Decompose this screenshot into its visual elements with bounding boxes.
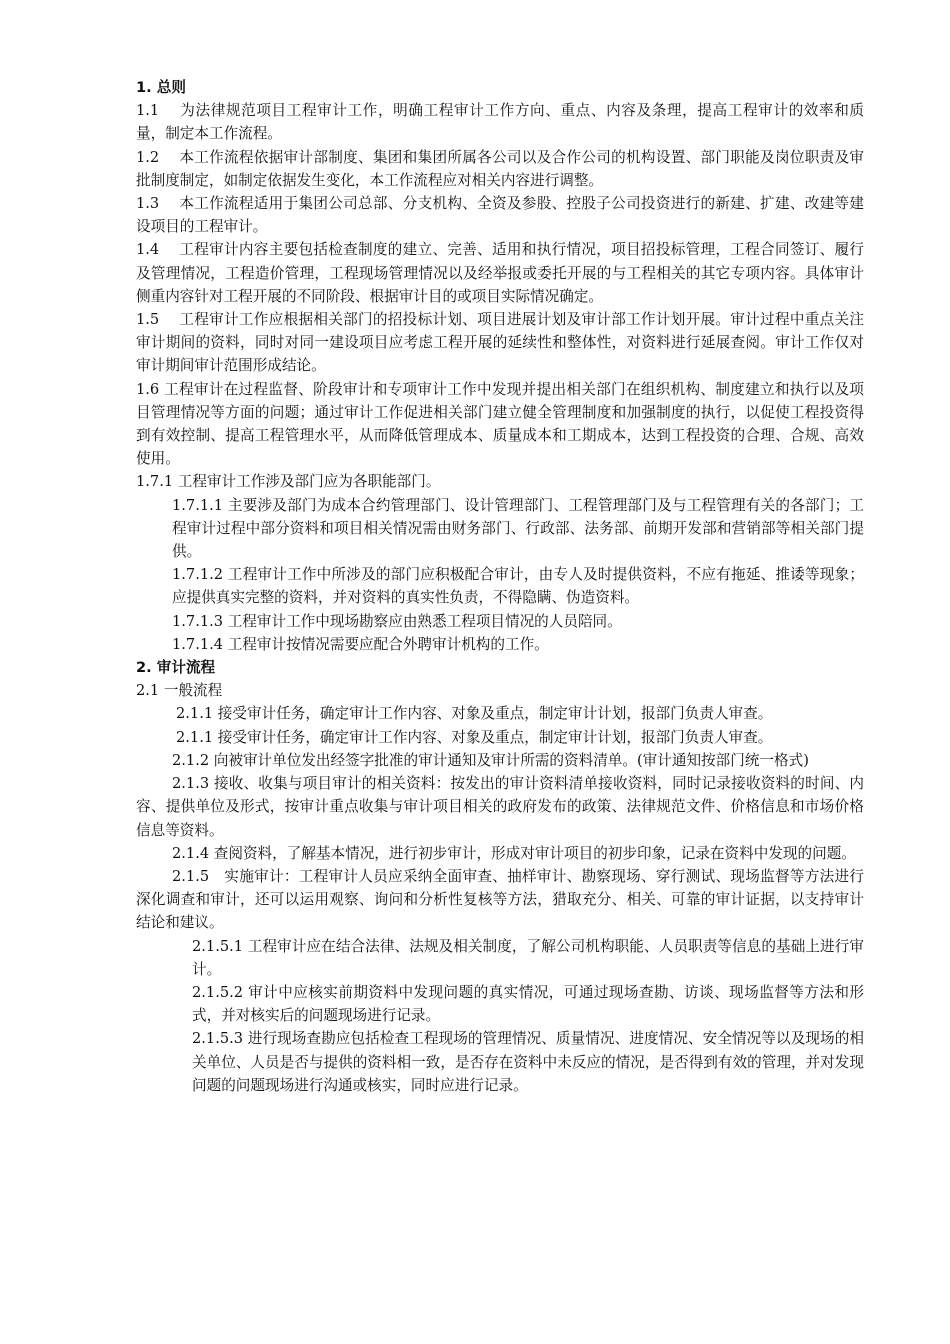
paragraph-1-6: 1.6 工程审计在过程监督、阶段审计和专项审计工作中发现并提出相关部门在组织机构、制度建立和执行以及项目管理情况等方面的问题；通过审计工作促进相关部门建立健全管理制度和加强制度的执行，以促使工程投资得到有效控制、提高工程管理水平，从而降低管理成本、质量成本和工期成本，达到工程投资的合理、合规、高效使用。	[136, 380, 864, 468]
paragraph-1-5: 1.5 工程审计工作应根据相关部门的招投标计划、项目进展计划及审计部工作计划开展。审计过程中重点关注审计期间的资料，同时对同一建设项目应考虑工程开展的延续性和整体性，对资料进行延展查阅。审计工作仅对审计期间审计范围形成结论。	[136, 311, 864, 375]
paragraph-1-2: 1.2 本工作流程依据审计部制度、集团和集团所属各公司以及合作公司的机构设置、部门职能及岗位职责及审批制度制定，如制定依据发生变化，本工作流程应对相关内容进行调整。	[136, 148, 864, 189]
paragraph-2-1-5-2: 2.1.5.2 审计中应核实前期资料中发现问题的真实情况，可通过现场查勘、访谈、现场监督等方法和形式，并对核实后的问题现场进行记录。	[192, 983, 864, 1025]
paragraph-2-1-5: 2.1.5 实施审计：工程审计人员应采纳全面审查、抽样审计、勘察现场、穿行测试、现场监督等方法进行深化调查和审计，还可以运用观察、询问和分析性复核等方法，猎取充分、相关、可靠的审计证据，以支持审计结论和建议。	[136, 867, 864, 932]
paragraph-2-1-2: 2.1.2 向被审计单位发出经签字批准的审计通知及审计所需的资料清单。(审计通知按部门统一格式)	[172, 751, 809, 769]
section-1-heading: 1. 总则	[136, 79, 186, 96]
paragraph-2-1-5-3: 2.1.5.3 进行现场查勘应包括检查工程现场的管理情况、质量情况、进度情况、安全情况等以及现场的相关单位、人员是否与提供的资料相一致，是否存在资料中未反应的情况，是否得到有效的管理，并对发现问题的问题现场进行沟通或核实，同时应进行记录。	[192, 1030, 864, 1094]
paragraph-2-1-4: 2.1.4 查阅资料，了解基本情况，进行初步审计，形成对审计项目的初步印象，记录在资料中发现的问题。	[172, 844, 856, 862]
paragraph-1-3: 1.3 本工作流程适用于集团公司总部、分支机构、全资及参股、控股子公司投资进行的新建、扩建、改建等建设项目的工程审计。	[136, 195, 864, 236]
paragraph-2-1: 2.1 一般流程	[136, 682, 223, 700]
paragraph-2-1-1b: 2.1.1 接受审计任务，确定审计工作内容、对象及重点，制定审计计划，报部门负责人审查。	[176, 728, 773, 746]
paragraph-1-4: 1.4 工程审计内容主要包括检查制度的建立、完善、适用和执行情况，项目招投标管理，工程合同签订、履行及管理情况，工程造价管理，工程现场管理情况以及经举报或委托开展的与工程相关的其它专项内容。具体审计侧重内容针对工程开展的不同阶段、根据审计目的或项目实际情况确定。	[136, 241, 864, 305]
paragraph-1-7-1-1: 1.7.1.1 主要涉及部门为成本合约管理部门、设计管理部门、工程管理部门及与工程管理有关的各部门；工程审计过程中部分资料和项目相关情况需由财务部门、行政部、法务部、前期开发部和营销部等相关部门提供。	[172, 496, 864, 561]
document-body	[136, 76, 864, 1097]
paragraph-2-1-5-1: 2.1.5.1 工程审计应在结合法律、法规及相关制度，了解公司机构职能、人员职责等信息的基础上进行审计。	[192, 937, 864, 978]
section-2-heading: 2. 审计流程	[136, 659, 216, 677]
paragraph-2-1-3: 2.1.3 接收、收集与项目审计的相关资料：按发出的审计资料清单接收资料，同时记录接收资料的时间、内容、提供单位及形式，按审计重点收集与审计项目相关的政府发布的政策、法律规范文件、价格信息和市场价格信息等资料。	[136, 775, 864, 839]
paragraph-1-7-1-2: 1.7.1.2 工程审计工作中所涉及的部门应积极配合审计，由专人及时提供资料，不应有拖延、推诿等现象；应提供真实完整的资料，并对资料的真实性负责，不得隐瞒、伪造资料。	[172, 566, 864, 607]
paragraph-1-7-1: 1.7.1 工程审计工作涉及部门应为各职能部门。	[136, 473, 441, 491]
paragraph-1-7-1-3: 1.7.1.3 工程审计工作中现场勘察应由熟悉工程项目情况的人员陪同。	[172, 612, 622, 630]
paragraph-1-1: 1.1 为法律规范项目工程审计工作，明确工程审计工作方向、重点、内容及条理，提高工程审计的效率和质量，制定本工作流程。	[136, 102, 864, 143]
paragraph-2-1-1a: 2.1.1 接受审计任务，确定审计工作内容、对象及重点，制定审计计划，报部门负责人审查。	[176, 705, 773, 723]
paragraph-1-7-1-4: 1.7.1.4 工程审计按情况需要应配合外聘审计机构的工作。	[172, 635, 549, 653]
